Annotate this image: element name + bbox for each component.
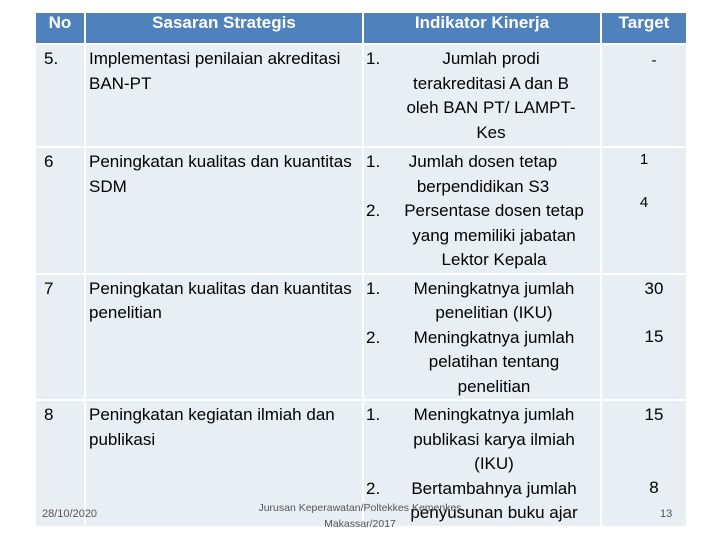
indicator-item: 1. Jumlah prodi terakreditasi A dan B oleh BAN PT/ LAMPT-Kes bbox=[366, 49, 576, 142]
indicator-item: 2. Bertambahnya jumlah penyusunan buku ajar bbox=[366, 478, 578, 522]
indicator-item: 2. Meningkatnya jumlah pelatihan tentang penelitian bbox=[366, 327, 575, 396]
indicator-item: 2. Persentase dosen tetap yang memiliki jabatan Lektor Kepala bbox=[366, 201, 584, 269]
indicator-item: 1. Jumlah dosen tetap berpendidikan S3 bbox=[366, 152, 558, 196]
indikator-cell bbox=[364, 148, 600, 273]
sasaran-cell: Peningkatan kualitas dan kuantitas SDM bbox=[86, 148, 362, 273]
table-row bbox=[36, 148, 686, 273]
target-value: - bbox=[651, 52, 657, 69]
header-target: Target bbox=[602, 13, 686, 43]
target-cell bbox=[602, 45, 686, 146]
row-number: 7 bbox=[36, 275, 84, 400]
sasaran-cell: Peningkatan kualitas dan kuantitas penelitian bbox=[86, 275, 362, 400]
indicator-item: 1. Meningkatnya jumlah penelitian (IKU) bbox=[366, 278, 575, 322]
table-header-row bbox=[36, 13, 686, 43]
table-row bbox=[36, 45, 686, 146]
target-value: 30 bbox=[644, 278, 664, 298]
footer-date: 28/10/2020 bbox=[42, 508, 98, 520]
target-cell bbox=[602, 275, 686, 400]
footer-page-number: 13 bbox=[660, 508, 673, 520]
indikator-cell bbox=[364, 45, 600, 146]
indicator-item: 1. Meningkatnya jumlah publikasi karya ilmiah (IKU) bbox=[366, 405, 575, 473]
table-row bbox=[36, 275, 686, 400]
indikator-cell bbox=[364, 275, 600, 400]
footer-institution: Jurusan Keperawatan/Poltekkes Kemenkes Makassar/2017 bbox=[258, 502, 462, 530]
header-indikator: Indikator Kinerja bbox=[364, 13, 600, 43]
target-value: 15 bbox=[644, 405, 664, 424]
target-value: 4 bbox=[639, 193, 649, 211]
row-number: 5. bbox=[36, 45, 84, 146]
strategic-targets-table bbox=[34, 11, 688, 528]
target-cell bbox=[602, 148, 686, 273]
sasaran-cell: Implementasi penilaian akreditasi BAN-PT bbox=[86, 45, 362, 146]
target-value: 1 bbox=[639, 151, 649, 168]
sasaran-cell: Peningkatan kegiatan ilmiah dan publikasi bbox=[86, 401, 362, 526]
target-value: 8 bbox=[649, 477, 659, 497]
target-cell bbox=[602, 401, 686, 526]
header-no: No bbox=[36, 13, 84, 43]
row-number: 8 bbox=[36, 401, 84, 526]
header-sasaran: Sasaran Strategis bbox=[86, 13, 362, 43]
target-value: 15 bbox=[644, 327, 664, 346]
row-number: 6 bbox=[36, 148, 84, 273]
